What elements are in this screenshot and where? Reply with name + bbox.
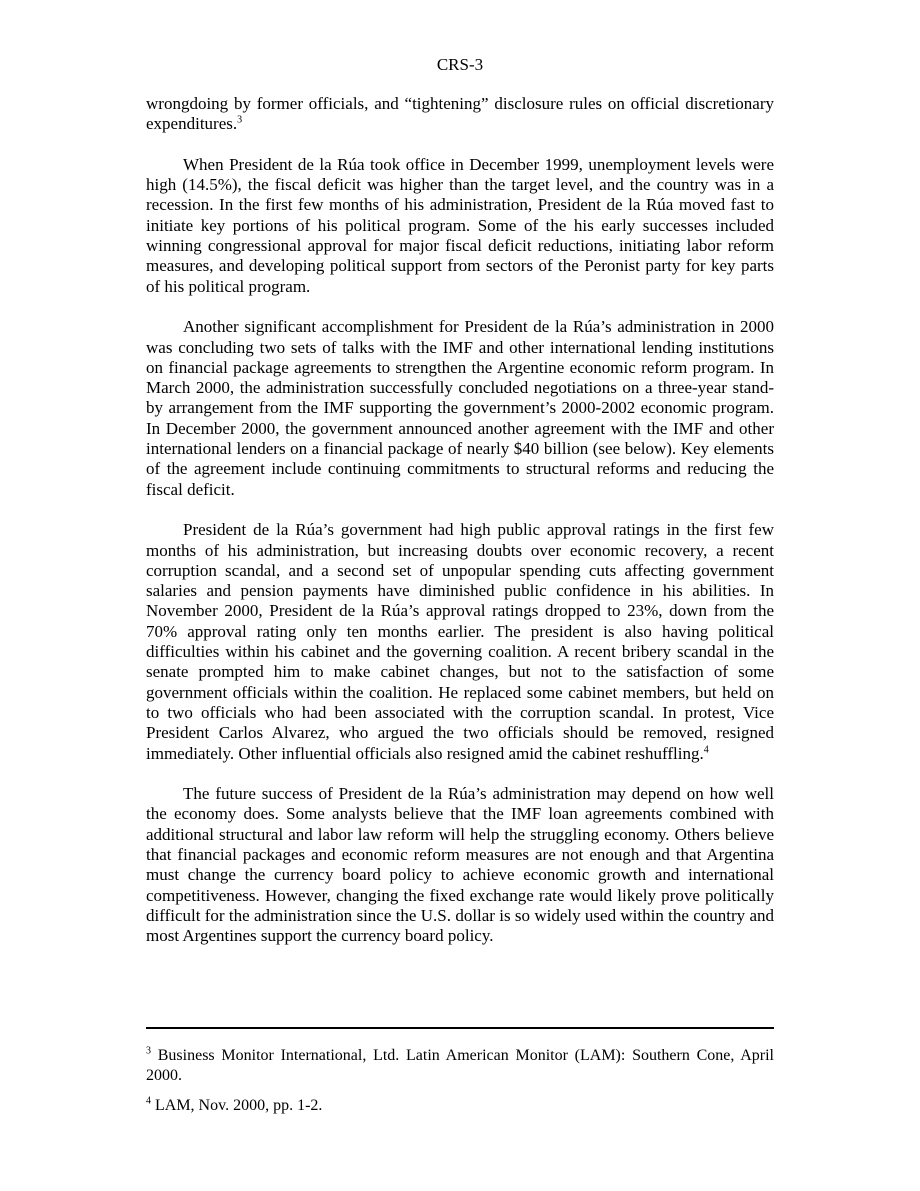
paragraph-1 bbox=[146, 94, 774, 135]
footnote-ref-4[interactable]: 4 bbox=[703, 743, 709, 755]
footnote-3 bbox=[146, 1046, 774, 1086]
paragraph-2 bbox=[146, 155, 774, 297]
footnote-text: Business Monitor International, Ltd. Latin American Monitor (LAM): Southern Cone, April 2000. bbox=[146, 1047, 774, 1084]
paragraph-4 bbox=[146, 520, 774, 764]
page-header bbox=[0, 54, 920, 76]
paragraph-5 bbox=[146, 784, 774, 946]
paragraph-1-text: wrongdoing by former officials, and “tightening” disclosure rules on official discretionary expenditures. bbox=[146, 94, 774, 134]
paragraph-2-text: When President de la Rúa took office in December 1999, unemployment levels were high (14.5%), the fiscal deficit was higher than the target level, and the country was in a recession. In the first few months of his administration, President de la Rúa moved fast to initiate key portions of his political program. Some of the his early successes included winning congressional approval for major fiscal deficit reductions, initiating labor reform measures, and developing political support from sectors of the Peronist party for key parts of his political program. bbox=[146, 154, 774, 296]
body-text bbox=[146, 94, 774, 967]
paragraph-5-text: The future success of President de la Rúa’s administration may depend on how well the economy does. Some analysts believe that the IMF loan agreements combined with additional structural and labor law reform will help the struggling economy. Others believe that financial packages and economic reform measures are not enough and that Argentina must change the currency board policy to achieve economic growth and international competitiveness. However, changing the fixed exchange rate would likely prove politically difficult for the administration since the U.S. dollar is so widely used within the country and most Argentines support the currency board policy. bbox=[146, 784, 774, 946]
footnote-number: 4 bbox=[146, 1095, 151, 1107]
paragraph-4-text: President de la Rúa’s government had high public approval ratings in the first few months of his administration, but increasing doubts over economic recovery, a recent corruption scandal, and a second set of unpopular spending cuts affecting government salaries and pension payments have diminished public confidence in his abilities. In November 2000, President de la Rúa’s approval ratings dropped to 23%, down from the 70% approval rating only ten months earlier. The president is also having political difficulties within his cabinet and the governing coalition. A recent bribery scandal in the senate prompted him to make cabinet changes, but not to the satisfaction of some government officials within the coalition. He replaced some cabinet members, but held on to two officials who had been associated with the corruption scandal. In protest, Vice President Carlos Alvarez, who argued the two officials should be removed, resigned immediately. Other influential officials also resigned amid the cabinet reshuffling. bbox=[146, 520, 774, 763]
page-number-label: CRS-3 bbox=[436, 55, 484, 74]
footnotes bbox=[146, 1046, 774, 1126]
footnote-4 bbox=[146, 1096, 774, 1116]
footnote-divider bbox=[146, 1027, 774, 1029]
footnote-ref-3[interactable]: 3 bbox=[237, 114, 243, 126]
paragraph-3-text: Another significant accomplishment for President de la Rúa’s administration in 2000 was concluding two sets of talks with the IMF and other international lending institutions on financial package agreements to strengthen the Argentine economic reform program. In March 2000, the administration successfully concluded negotiations on a three-year stand-by arrangement from the IMF supporting the government’s 2000-2002 economic program. In December 2000, the government announced another agreement with the IMF and other international lenders on a financial package of nearly $40 billion (see below). Key elements of the agreement include continuing commitments to structural reforms and reducing the fiscal deficit. bbox=[146, 317, 774, 499]
footnote-text: LAM, Nov. 2000, pp. 1-2. bbox=[155, 1097, 323, 1114]
footnote-number: 3 bbox=[146, 1045, 151, 1057]
paragraph-3 bbox=[146, 317, 774, 500]
